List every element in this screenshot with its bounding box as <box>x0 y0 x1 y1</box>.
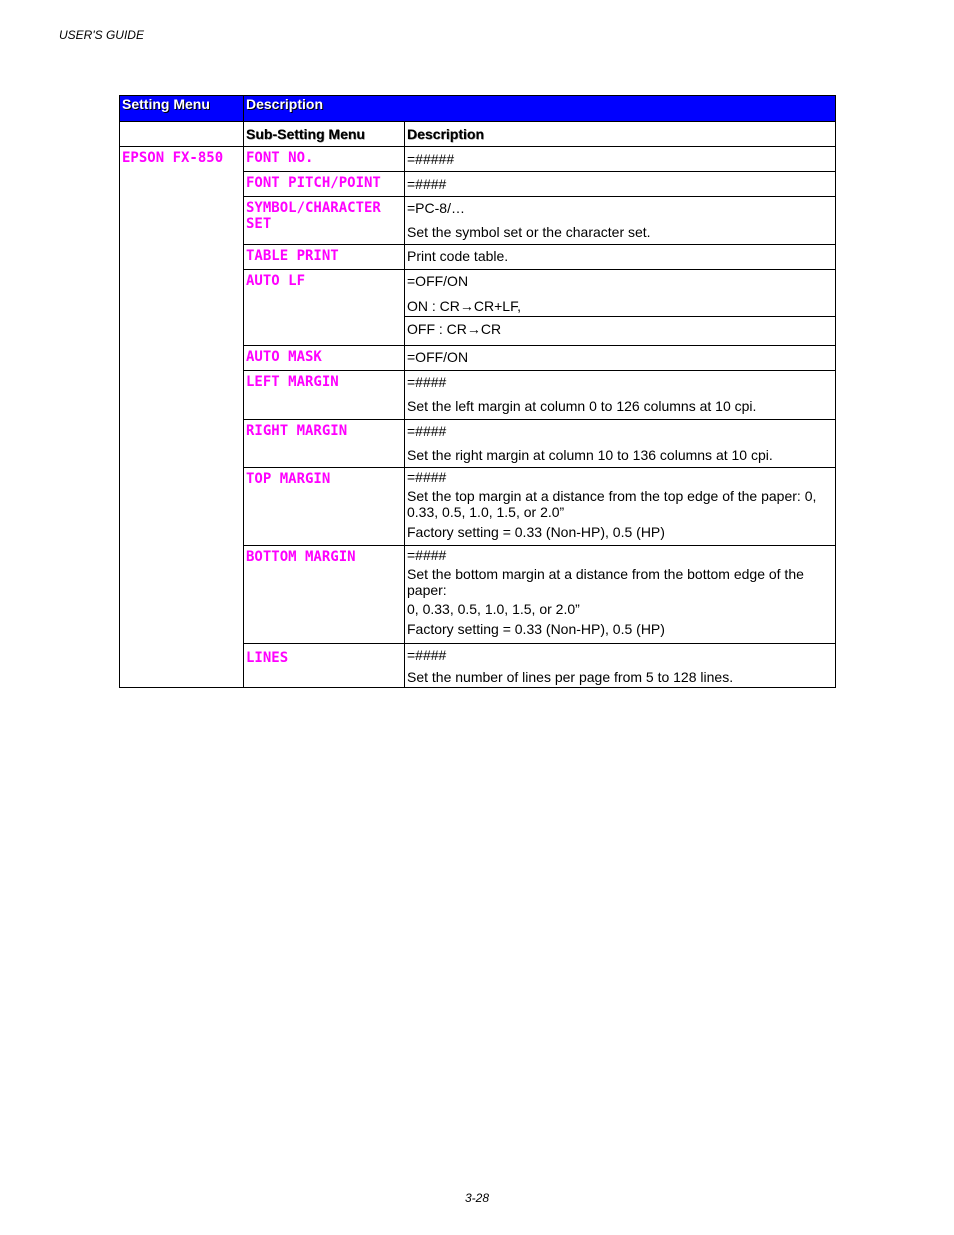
sub-setting-font-pitch: FONT PITCH/POINT <box>244 172 405 197</box>
header-description: Description <box>244 96 836 122</box>
sub-setting-symbol-set: SYMBOL/CHARACTER SET <box>244 197 405 245</box>
sub-setting-right-margin: RIGHT MARGIN <box>244 420 405 468</box>
setting-menu-table <box>119 95 836 688</box>
desc-lines: =#### Set the number of lines per page from 5 to 128 lines. <box>405 644 836 688</box>
desc-table-print: Print code table. <box>405 245 836 270</box>
sub-setting-left-margin: LEFT MARGIN <box>244 371 405 420</box>
subheader-empty-cell <box>120 122 244 147</box>
table-row <box>120 147 836 172</box>
desc-font-pitch: =#### <box>405 172 836 197</box>
desc-right-margin: =#### Set the right margin at column 10 to 136 columns at 10 cpi. <box>405 420 836 468</box>
desc-auto-lf: =OFF/ON ON : CR→CR+LF, OFF : CR→CR <box>405 270 836 346</box>
sub-setting-table-print: TABLE PRINT <box>244 245 405 270</box>
desc-symbol-set: =PC-8/… Set the symbol set or the character set. <box>405 197 836 245</box>
desc-top-margin: =#### Set the top margin at a distance from the top edge of the paper: 0, 0.33, 0.5, 1.0, 1.5, or 2.0” Factory setting = 0.33 (Non-HP), 0.5 (HP) <box>405 468 836 546</box>
header-setting-menu: Setting Menu <box>120 96 244 122</box>
sub-setting-auto-lf: AUTO LF <box>244 270 405 346</box>
subheader-sub-setting-menu: Sub-Setting Menu <box>244 122 405 147</box>
desc-left-margin: =#### Set the left margin at column 0 to 126 columns at 10 cpi. <box>405 371 836 420</box>
page-number: 3-28 <box>464 1191 490 1205</box>
setting-menu-value: EPSON FX-850 <box>120 147 244 688</box>
sub-setting-top-margin: TOP MARGIN <box>244 468 405 546</box>
desc-font-no: =##### <box>405 147 836 172</box>
desc-bottom-margin: =#### Set the bottom margin at a distance from the bottom edge of the paper: 0, 0.33, 0.5, 1.0, 1.5, or 2.0” Factory setting = 0.33 (Non-HP), 0.5 (HP) <box>405 546 836 644</box>
sub-setting-lines: LINES <box>244 644 405 688</box>
sub-setting-auto-mask: AUTO MASK <box>244 346 405 371</box>
desc-auto-mask: =OFF/ON <box>405 346 836 371</box>
table-subheader-row <box>120 122 836 147</box>
sub-setting-font-no: FONT NO. <box>244 147 405 172</box>
running-head: USER'S GUIDE <box>59 28 144 42</box>
sub-setting-bottom-margin: BOTTOM MARGIN <box>244 546 405 644</box>
subheader-description: Description <box>405 122 836 147</box>
table-header-row <box>120 96 836 122</box>
